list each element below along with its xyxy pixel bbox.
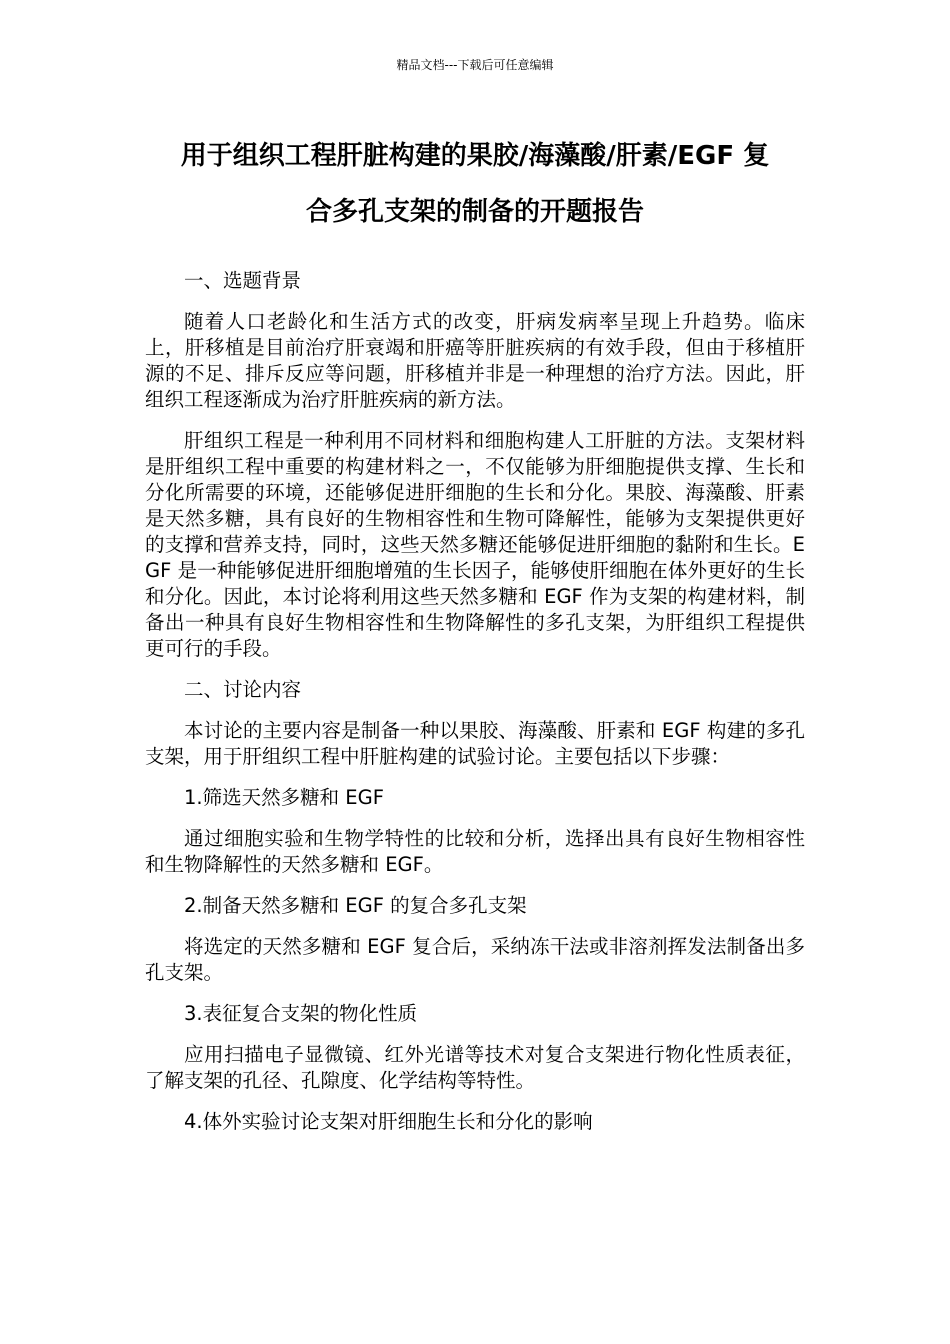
step-heading-3: 3.表征复合支架的物化性质 [184, 1002, 418, 1025]
paragraph-background-1: 随着人口老龄化和生活方式的改变，肝病发病率呈现上升趋势。临床上，肝移植是目前治疗肝衰竭和肝癌等肝脏疾病的有效手段，但由于移植肝源的不足、排斥反应等问题，肝移植并非是一种理想的治疗方法。因此，肝组织工程逐渐成为治疗肝脏疾病的新方法。 [145, 310, 805, 411]
document-body [145, 268, 805, 1150]
section-heading-background: 一、选题背景 [184, 269, 302, 292]
header-note: 精品文档---下载后可任意编辑 [396, 58, 554, 72]
document-title-line-2: 合多孔支架的制备的开题报告 [305, 197, 644, 227]
step-text-2: 将选定的天然多糖和 EGF 复合后，采纳冻干法或非溶剂挥发法制备出多孔支架。 [145, 935, 805, 984]
step-heading-1: 1.筛选天然多糖和 EGF [184, 786, 384, 809]
paragraph-content-intro: 本讨论的主要内容是制备一种以果胶、海藻酸、肝素和 EGF 构建的多孔支架，用于肝组织工程中肝脏构建的试验讨论。主要包括以下步骤： [145, 719, 805, 768]
document-title-line-1: 用于组织工程肝脏构建的果胶/海藻酸/肝素/EGF 复 [180, 141, 770, 171]
step-text-1: 通过细胞实验和生物学特性的比较和分析，选择出具有良好生物相容性和生物降解性的天然多糖和 EGF。 [145, 827, 805, 876]
step-text-3: 应用扫描电子显微镜、红外光谱等技术对复合支架进行物化性质表征，了解支架的孔径、孔隙度、化学结构等特性。 [145, 1043, 805, 1092]
section-heading-content: 二、讨论内容 [184, 678, 302, 701]
step-heading-4: 4.体外实验讨论支架对肝细胞生长和分化的影响 [184, 1110, 593, 1133]
step-heading-2: 2.制备天然多糖和 EGF 的复合多孔支架 [184, 894, 527, 917]
paragraph-background-2: 肝组织工程是一种利用不同材料和细胞构建人工肝脏的方法。支架材料是肝组织工程中重要的构建材料之一，不仅能够为肝细胞提供支撑、生长和分化所需要的环境，还能够促进肝细胞的生长和分化。果胶、海藻酸、肝素是天然多糖，具有良好的生物相容性和生物可降解性，能够为支架提供更好的支撑和营养支持，同时，这些天然多糖还能够促进肝细胞的黏附和生长。EGF 是一种能够促进肝细胞增殖的生长因子，能够使肝细胞在体外更好的生长和分化。因此，本讨论将利用这些天然多糖和 EGF 作为支架的构建材料，制备出一种具有良好生物相容性和生物降解性的多孔支架，为肝组织工程提供更可行的手段。 [145, 429, 805, 660]
